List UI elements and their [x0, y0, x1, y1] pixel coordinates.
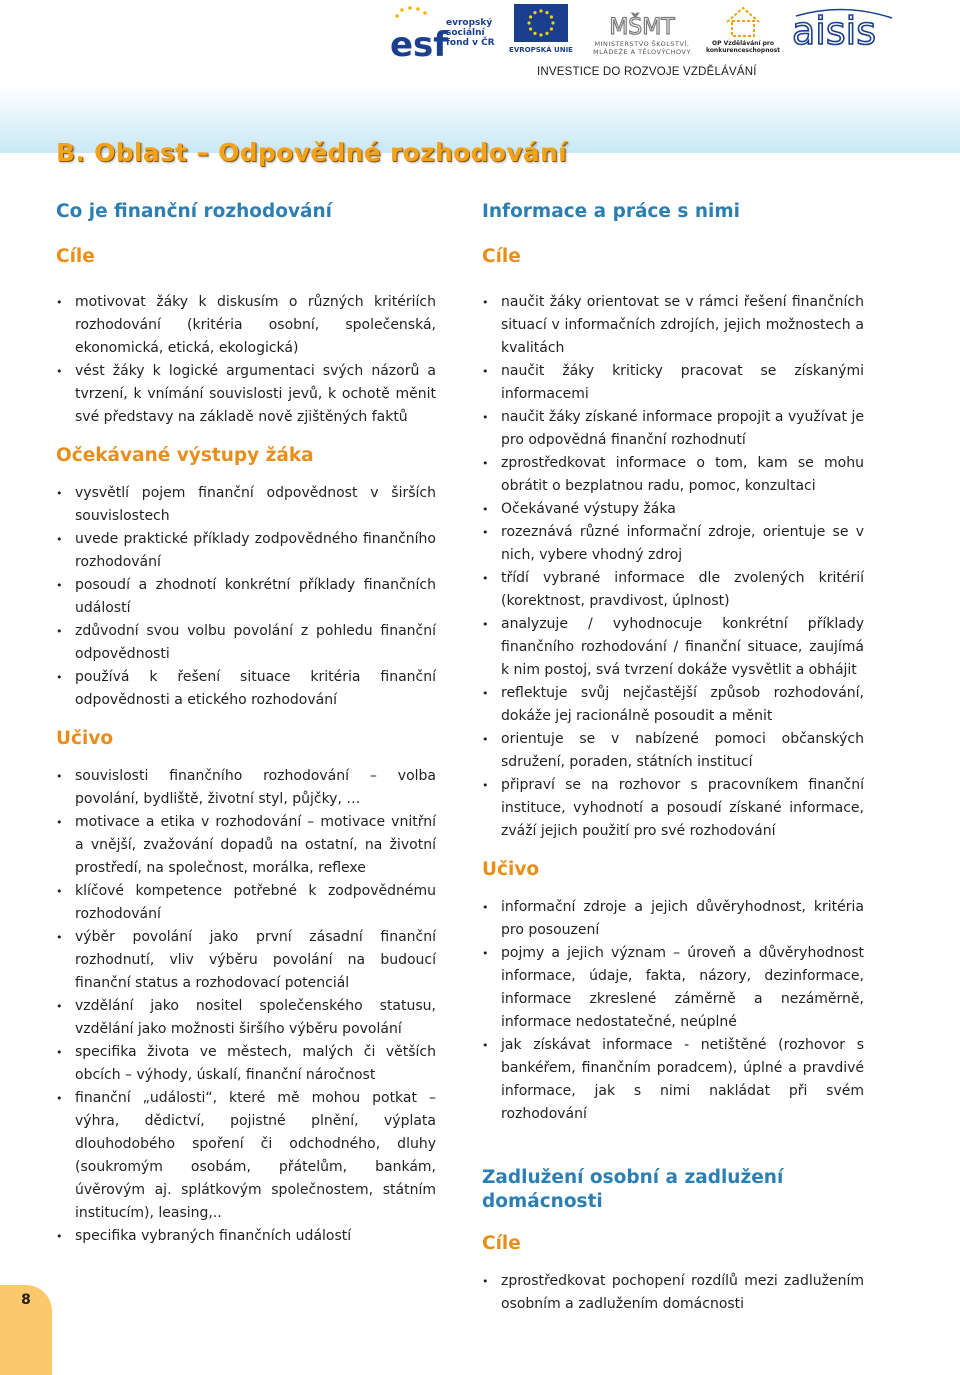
msmt-mark-icon: [609, 4, 675, 40]
op-logo: [705, 4, 781, 54]
op-caption: OP Vzdělávání pro konkurenceschopnost: [705, 40, 781, 54]
list-item: • posoudí a zhodnotí konkrétní příklady finančních událostí: [56, 574, 436, 620]
svg-text:aisis: aisis: [792, 9, 876, 53]
eu-flag-icon: [514, 4, 568, 42]
list-item: • jak získávat informace - netištěné (rozhovor s bankéřem, finančním poradcem), úplné a pravdivé informace, jak s nimi nakládat při svém rozhodování: [482, 1034, 864, 1126]
page-number: 8: [21, 1292, 31, 1308]
list-item: • vysvětlí pojem finanční odpovědnost v širších souvislostech: [56, 482, 436, 528]
right-cile-label: Cíle: [482, 246, 521, 267]
list-item: • naučit žáky získané informace propojit a využívat je pro odpovědná finanční rozhodnutí: [482, 406, 864, 452]
list-item: • Očekávané výstupy žáka: [482, 498, 864, 521]
list-item: • motivace a etika v rozhodování – motivace vnitřní a vnější, zvažování dopadů na ostatní, na životní prostředí, na společnost, morálka, reflexe: [56, 811, 436, 880]
header: [0, 0, 960, 85]
eu-logo: [510, 4, 572, 54]
msmt-logo: [586, 4, 698, 56]
list-item: • zprostředkovat informace o tom, kam se mohu obrátit o bezplatnou radu, pomoc, konzultaci: [482, 452, 864, 498]
left-vystupy-list: [56, 482, 436, 712]
list-item: • finanční „události“, které mě mohou potkat – výhra, dědictví, pojistné plnění, výplata dlouhodobého spoření či odchodného, dluhy (soukromým osobám, přátelům, bankám, úvěrovým aj. splátkovým společnostem, státním institucím), leasing,..: [56, 1087, 436, 1225]
esf-mark-icon: [388, 4, 449, 65]
list-item: • výběr povolání jako první zásadní finanční rozhodnutí, vliv výběru povolání na budoucí finanční status a rozhodovací potenciál: [56, 926, 436, 995]
left-vystupy-label: Očekávané výstupy žáka: [56, 445, 314, 466]
list-item: • uvede praktické příklady zodpovědného finančního rozhodování: [56, 528, 436, 574]
list-item: • analyzuje / vyhodnocuje konkrétní příklady finančního rozhodování / finanční situace, zaujímá k nim postoj, svá tvrzení dokáže vysvětlit a obhájit: [482, 613, 864, 682]
left-heading: Co je finanční rozhodování: [56, 201, 333, 222]
list-item: • používá k řešení situace kritéria finanční odpovědnosti a etického rozhodování: [56, 666, 436, 712]
left-column: [56, 200, 436, 1248]
left-ucivo-label: Učivo: [56, 728, 114, 749]
list-item: • vést žáky k logické argumentaci svých názorů a tvrzení, k vnímání souvislosti jevů, k ochotě měnit své představy na základě nově zjištěných faktů: [56, 360, 436, 429]
right-cile2-label: Cíle: [482, 1233, 521, 1254]
esf-logo: [388, 4, 496, 65]
msmt-lines: MINISTERSTVO ŠKOLSTVÍ, MLÁDEŽE A TĚLOVÝCHOVY: [593, 40, 691, 56]
left-ucivo-list: [56, 765, 436, 1248]
svg-text:MŠMT: MŠMT: [609, 15, 675, 40]
list-item: • klíčové kompetence potřebné k zodpovědnému rozhodování: [56, 880, 436, 926]
list-item: • zdůvodní svou volbu povolání z pohledu finanční odpovědnosti: [56, 620, 436, 666]
right-ucivo-label: Učivo: [482, 859, 540, 880]
svg-text:esf: esf: [390, 25, 449, 65]
list-item: • naučit žáky orientovat se v rámci řešení finančních situací v informačních zdrojích, jejich možnostech a kvalitách: [482, 291, 864, 360]
left-cile-list: [56, 291, 436, 429]
list-item: • motivovat žáky k diskusím o různých kritériích rozhodování (kritéria osobní, společenská, ekonomická, etická, ekologická): [56, 291, 436, 360]
list-item: • specifika vybraných finančních událostí: [56, 1225, 436, 1248]
list-item: • informační zdroje a jejich důvěryhodnost, kritéria pro posouzení: [482, 896, 864, 942]
list-item: • zprostředkovat pochopení rozdílů mezi zadlužením osobním a zadlužením domácnosti: [482, 1270, 864, 1316]
list-item: • souvislosti finančního rozhodování – volba povolání, bydliště, životní styl, půjčky, …: [56, 765, 436, 811]
right-ucivo-list: [482, 896, 864, 1126]
op-house-icon: [723, 4, 763, 38]
list-item: • rozeznává různé informační zdroje, orientuje se v nich, vybere vhodný zdroj: [482, 521, 864, 567]
page-title: B. Oblast – Odpovědné rozhodování: [56, 138, 567, 167]
list-item: • reflektuje svůj nejčastější způsob rozhodování, dokáže jej racionálně posoudit a měnit: [482, 682, 864, 728]
esf-text: evropský sociální fond v ČR: [446, 18, 495, 48]
eu-caption: EVROPSKÁ UNIE: [509, 46, 573, 54]
right-column: [482, 200, 864, 1316]
right-heading: Informace a práce s nimi: [482, 201, 740, 222]
list-item: • připraví se na rozhovor s pracovníkem finanční instituce, vyhodnotí a posoudí získané informace, zváží jejich použití pro své rozhodování: [482, 774, 864, 843]
list-item: • specifika života ve městech, malých či větších obcích – výhody, úskalí, finanční náročnost: [56, 1041, 436, 1087]
list-item: • orientuje se v nabízené pomoci občanských sdružení, poraden, státních institucí: [482, 728, 864, 774]
list-item: • vzdělání jako nositel společenského statusu, vzdělání jako možnosti širšího výběru povolání: [56, 995, 436, 1041]
list-item: • třídí vybrané informace dle zvolených kritérií (korektnost, pravdivost, úplnost): [482, 567, 864, 613]
left-cile-label: Cíle: [56, 246, 95, 267]
right-cile2-list: [482, 1270, 864, 1316]
right-heading2: Zadlužení osobní a zadlužení domácnosti: [482, 1167, 784, 1212]
investice-slogan: INVESTICE DO ROZVOJE VZDĚLÁVÁNÍ: [537, 66, 757, 78]
logo-row: [388, 4, 900, 65]
aisis-logo-icon: [788, 4, 900, 54]
list-item: • pojmy a jejich význam – úroveň a důvěryhodnost informace, údaje, fakta, názory, dezinformace, informace zkreslené záměrně a nezáměrně, informace nedostatečné, neúplné: [482, 942, 864, 1034]
right-cile-list: [482, 291, 864, 843]
list-item: • naučit žáky kriticky pracovat se získanými informacemi: [482, 360, 864, 406]
